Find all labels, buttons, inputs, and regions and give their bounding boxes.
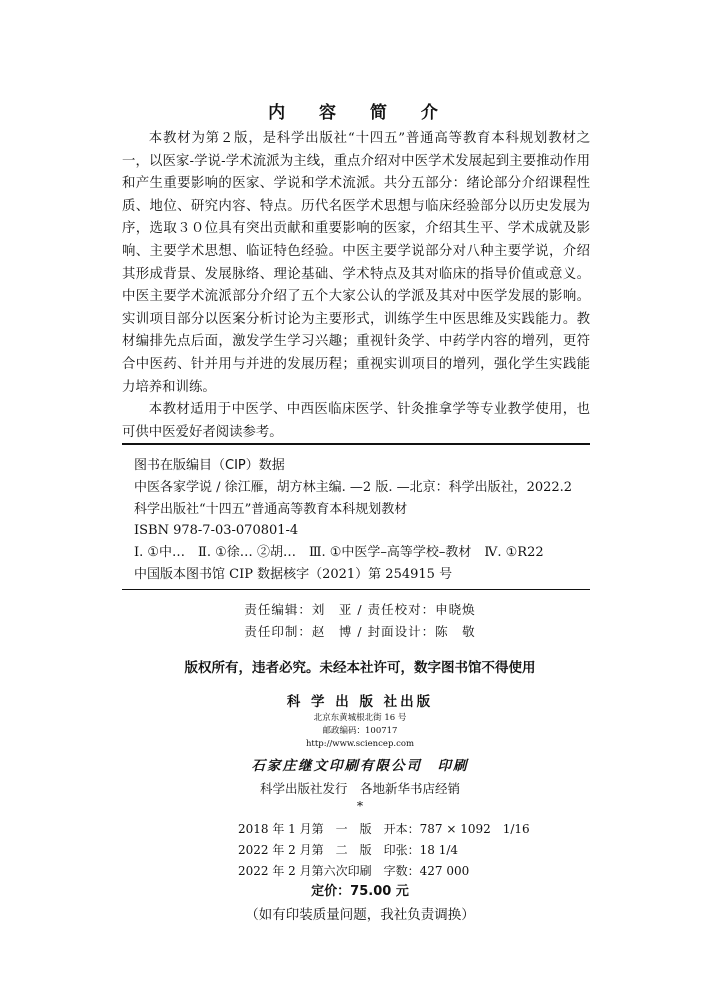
publisher-name: 科 学 出 版 社出版 xyxy=(286,694,434,710)
distribution-line: 科学出版社发行 各地新华书店经销 xyxy=(259,781,460,796)
editors-line-2: 责任印制：赵 博 / 封面设计：陈 敬 xyxy=(244,624,476,639)
edition-line-3: 2022 年 2 月第六次印刷 字数：427 000 xyxy=(238,864,470,878)
separator-star: * xyxy=(356,798,364,813)
introduction xyxy=(122,128,590,444)
cip-classification-line: Ⅰ. ①中… Ⅱ. ①徐… ②胡… Ⅲ. ①中医学–高等学校–教材 Ⅳ. ①R22 xyxy=(134,545,544,561)
page-title: 内 容 简 介 xyxy=(268,103,452,123)
intro-paragraph-1: 本教材为第２版，是科学出版社“十四五”普通高等教育本科规划教材之一，以医家-学说-学术流派为主线，重点介绍对中医学术发展起到主要推动作用和产生重要影响的医家、学说和学术流派。共分五部分：绪论部分介绍课程性质、地位、研究内容、特点。历代名医学术思想与临床经验部分以历史发展为序，选取３０位具有突出贡献和重要影响的医家，介绍其生平、学术成就及影响、主要学术思想、临证特色经验。中医主要学说部分对八种主要学说，介绍其形成背景、发展脉络、理论基础、学术特点及其对临床的指导价值或意义。中医主要学术流派部分介绍了五个大家公认的学派及其对中医学发展的影响。实训项目部分以医案分析讨论为主要形式，训练学生中医思维及实践能力。教材编排先点后面，激发学生学习兴趣；重视针灸学、中药学内容的增列，更符合中医药、针并用与并进的发展历程；重视实训项目的增列，强化学生实践能力培养和训练。 xyxy=(122,131,590,395)
editors-line-1: 责任编辑：刘 亚 / 责任校对：申晓焕 xyxy=(244,602,476,617)
cip-isbn-line: ISBN 978-7-03-070801-4 xyxy=(134,523,299,539)
edition-line-1: 2018 年 1 月第 一 版 开本：787 × 1092 1/16 xyxy=(238,822,530,836)
cip-data-block xyxy=(122,443,590,590)
copyright-notice: 版权所有，违者必究。未经本社许可，数字图书馆不得使用 xyxy=(184,660,536,676)
publisher-postcode: 邮政编码：100717 xyxy=(322,726,398,736)
cip-title-line: 中医各家学说 / 徐江雁，胡方林主编. —2 版. —北京：科学出版社，2022.2 xyxy=(134,479,573,495)
intro-paragraph-2: 本教材适用于中医学、中西医临床医学、针灸推拿学等专业教学使用，也可供中医爱好者阅读参考。 xyxy=(122,402,590,440)
editors-block xyxy=(0,599,720,643)
publisher-address: 北京东黄城根北街 16 号 xyxy=(313,713,407,723)
cip-record-line: 中国版本图书馆 CIP 数据核字（2021）第 254915 号 xyxy=(134,566,453,582)
price-label: 定价：75.00 元 xyxy=(311,884,409,899)
publisher-url: http://www.sciencep.com xyxy=(305,739,415,749)
cip-heading: 图书在版编目（CIP）数据 xyxy=(134,458,285,473)
quality-note: （如有印装质量问题，我社负责调换） xyxy=(245,907,475,923)
printer-line: 石家庄继文印刷有限公司 印刷 xyxy=(251,758,469,774)
edition-line-2: 2022 年 2 月第 二 版 印张：18 1/4 xyxy=(238,843,459,857)
cip-series-line: 科学出版社“十四五”普通高等教育本科规划教材 xyxy=(134,501,408,517)
